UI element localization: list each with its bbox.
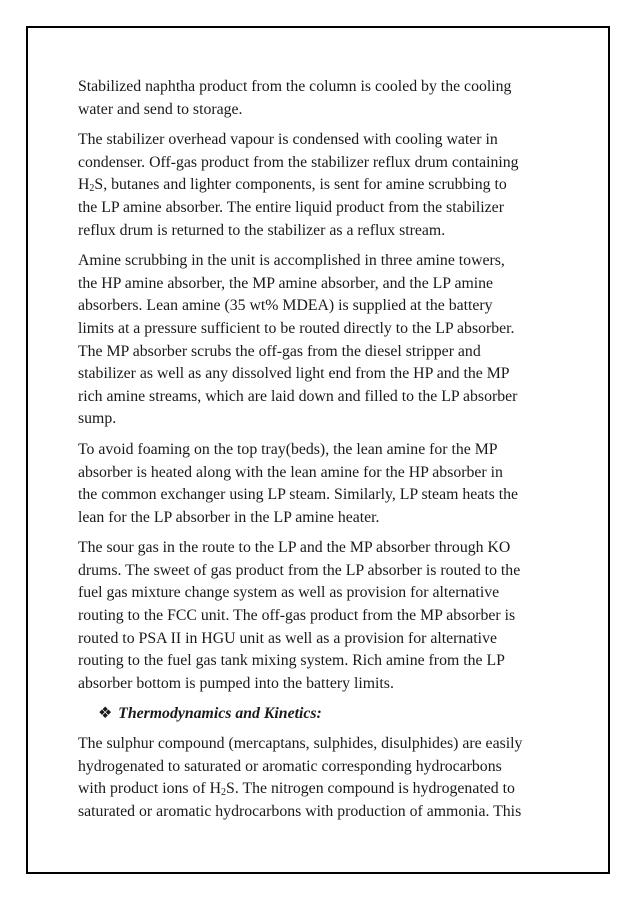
- paragraph-group: [78, 76, 564, 695]
- text-run: H: [78, 176, 90, 194]
- text-line: Amine scrubbing in the unit is accomplished in three amine towers,: [78, 252, 505, 270]
- paragraph: [78, 537, 564, 695]
- paragraph: [78, 733, 564, 823]
- text-run: S, butanes and lighter components, is sent for amine scrubbing to: [94, 176, 507, 194]
- text-line: The sulphur compound (mercaptans, sulphides, disulphides) are easily: [78, 735, 523, 753]
- section-heading-text: Thermodynamics and Kinetics:: [118, 705, 322, 723]
- text-line: routing to the fuel gas tank mixing system. Rich amine from the LP: [78, 652, 505, 670]
- paragraph: [78, 129, 564, 242]
- text-line: the LP amine absorber. The entire liquid product from the stabilizer: [78, 198, 504, 216]
- text-line: absorber is heated along with the lean amine for the HP absorber in: [78, 463, 503, 481]
- text-line: Stabilized naphtha product from the column is cooled by the cooling: [78, 78, 512, 95]
- paragraph: [78, 250, 564, 431]
- text-line: fuel gas mixture change system as well as provision for alternative: [78, 584, 500, 602]
- text-line: routing to the FCC unit. The off-gas product from the MP absorber is: [78, 607, 516, 625]
- section-heading: [78, 703, 564, 726]
- text-line: the HP amine absorber, the MP amine absorber, and the LP amine: [78, 274, 494, 292]
- text-run: with product ions of H: [78, 780, 222, 798]
- subscript: 2: [221, 787, 227, 799]
- text-line: To avoid foaming on the top tray(beds), the lean amine for the MP: [78, 440, 498, 458]
- diamond-bullet-icon: ❖: [98, 705, 113, 723]
- text-line: hydrogenated to saturated or aromatic corresponding hydrocarbons: [78, 757, 502, 775]
- text-line: sump.: [78, 410, 117, 428]
- text-line: condenser. Off-gas product from the stabilizer reflux drum containing: [78, 153, 519, 171]
- text-line: [78, 176, 507, 193]
- document-body: [78, 76, 564, 831]
- text-line: the common exchanger using LP steam. Similarly, LP steam heats the: [78, 486, 519, 504]
- text-line: routed to PSA II in HGU unit as well as a provision for alternative: [78, 629, 497, 647]
- text-line: The MP absorber scrubs the off-gas from the diesel stripper and: [78, 342, 481, 360]
- text-line: lean for the LP absorber in the LP amine heater.: [78, 508, 380, 526]
- subscript: 2: [89, 183, 95, 195]
- paragraph: [78, 76, 564, 121]
- text-line: saturated or aromatic hydrocarbons with production of ammonia. This: [78, 802, 522, 820]
- text-line: drums. The sweet of gas product from the LP absorber is routed to the: [78, 561, 521, 579]
- text-line: stabilizer as well as any dissolved light end from the HP and the MP: [78, 365, 510, 383]
- text-line: The sour gas in the route to the LP and the MP absorber through KO: [78, 539, 511, 557]
- text-line: reflux drum is returned to the stabilizer as a reflux stream.: [78, 221, 446, 239]
- text-run: S. The nitrogen compound is hydrogenated to: [226, 780, 515, 798]
- text-line: [78, 780, 515, 797]
- text-line: limits at a pressure sufficient to be routed directly to the LP absorber.: [78, 319, 515, 337]
- paragraph: [78, 439, 564, 529]
- text-line: The stabilizer overhead vapour is condensed with cooling water in: [78, 131, 498, 149]
- text-line: absorber bottom is pumped into the battery limits.: [78, 674, 394, 692]
- text-line: absorbers. Lean amine (35 wt% MDEA) is supplied at the battery: [78, 297, 493, 315]
- text-line: rich amine streams, which are laid down and filled to the LP absorber: [78, 387, 518, 405]
- paragraph-group: [78, 733, 564, 823]
- text-line: water and send to storage.: [78, 100, 243, 118]
